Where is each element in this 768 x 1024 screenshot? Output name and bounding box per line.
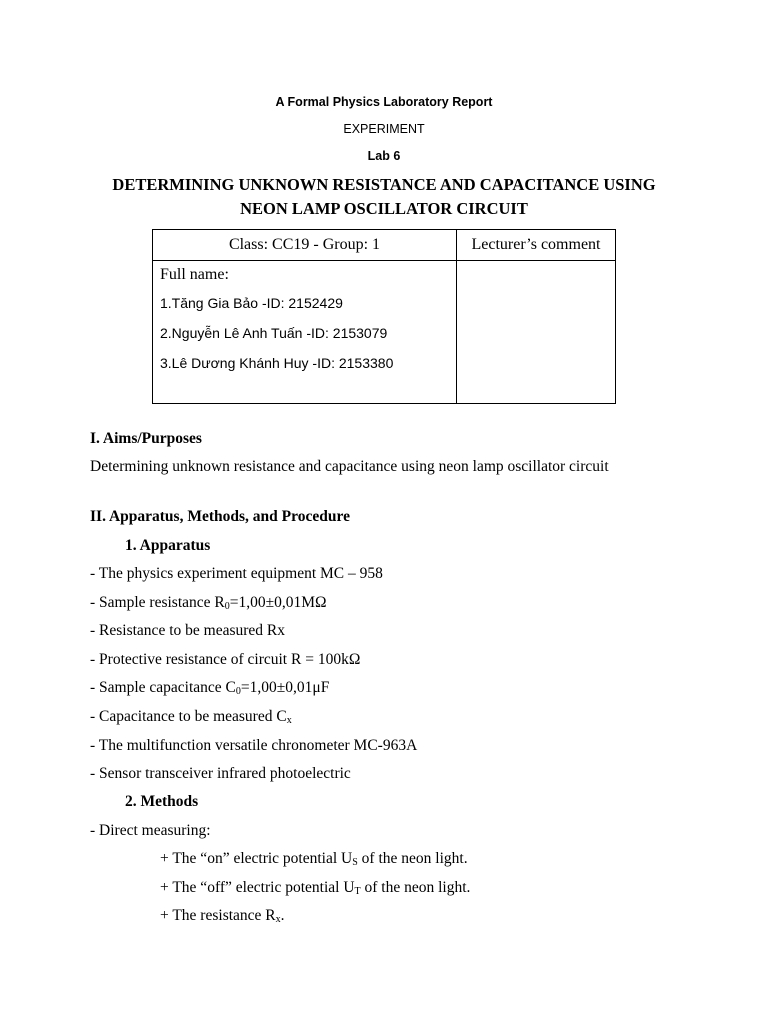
method-item: + The “off” electric potential $U_T$ of the neon light. (160, 879, 471, 897)
aims-text: Determining unknown resistance and capacitance using neon lamp oscillator circuit (90, 458, 609, 475)
apparatus-item: - Sample capacitance $C_0=1,00\pm 0,01\mu F$ (90, 679, 330, 697)
apparatus-item: - Protective resistance of circuit R = 100kΩ (90, 651, 361, 668)
member-item: 3.Lê Dương Khánh Huy -ID: 2153380 (160, 355, 394, 371)
apparatus-item: - Resistance to be measured Rx (90, 622, 285, 639)
member-item: 1.Tăng Gia Bảo -ID: 2152429 (160, 295, 343, 311)
full-name-label: Full name: (160, 266, 229, 283)
group-info-table (152, 229, 616, 404)
members-cell (153, 261, 457, 404)
method-item: + The resistance $R_x$. (160, 907, 285, 925)
apparatus-item: - Sample resistance $R_0=1,00\pm 0,01M\Omega$ (90, 594, 327, 612)
section-1-heading: I. Aims/Purposes (90, 430, 202, 447)
apparatus-heading: 1. Apparatus (125, 537, 211, 554)
apparatus-item: - Sensor transceiver infrared photoelectric (90, 765, 351, 782)
apparatus-item: - The physics experiment equipment MC – 958 (90, 565, 383, 582)
method-item: + The “on” electric potential $U_S$ of the neon light. (160, 850, 468, 868)
apparatus-item: - Capacitance to be measured $C_x$ (90, 708, 292, 726)
class-group: Class: CC19 - Group: 1 (228, 236, 381, 253)
lecturer-comment-cell (457, 261, 616, 404)
lecturer-comment-header: Lecturer’s comment (471, 236, 601, 253)
page-title (60, 173, 708, 221)
class-group-cell (153, 230, 457, 261)
comment-header-cell (457, 230, 616, 261)
report-type: A Formal Physics Laboratory Report (275, 95, 493, 109)
experiment-label: EXPERIMENT (343, 122, 425, 136)
section-2-heading: II. Apparatus, Methods, and Procedure (90, 508, 350, 525)
methods-heading: 2. Methods (125, 793, 199, 810)
title-line-1: DETERMINING UNKNOWN RESISTANCE AND CAPACITANCE USING (112, 175, 656, 194)
apparatus-item: - The multifunction versatile chronometer MC-963A (90, 737, 418, 754)
direct-measuring-label: - Direct measuring: (90, 822, 211, 839)
lab-number: Lab 6 (367, 149, 401, 163)
member-item: 2.Nguyễn Lê Anh Tuấn -ID: 2153079 (160, 325, 388, 341)
title-line-2: NEON LAMP OSCILLATOR CIRCUIT (240, 199, 528, 218)
